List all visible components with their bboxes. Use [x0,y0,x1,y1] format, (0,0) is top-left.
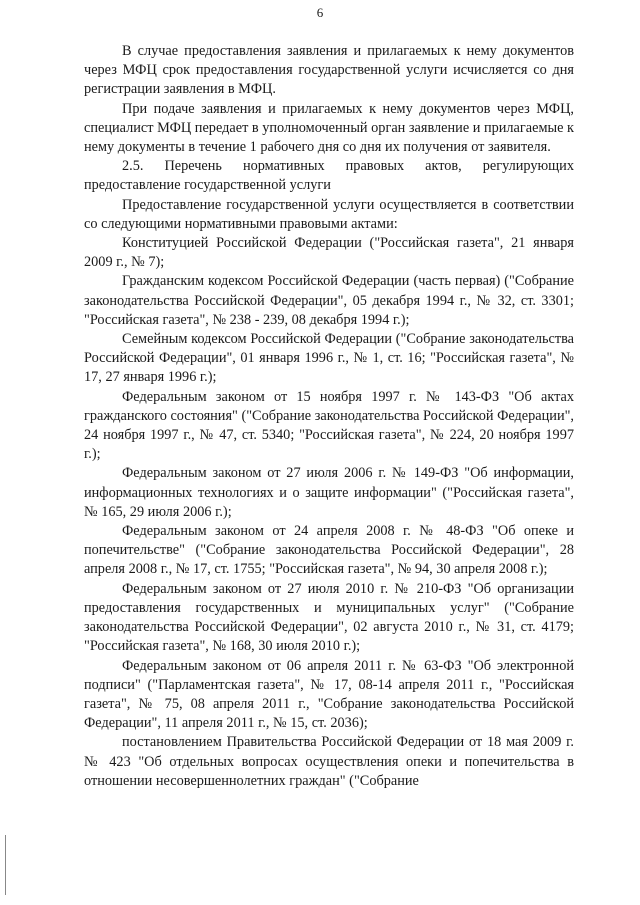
list-item-law-210: Федеральным законом от 27 июля 2010 г. № 210-ФЗ "Об организации предоставления государственных и муниципальных услуг" ("Собрание законодательства Российской Федерации", 02 августа 2010 г., № 31, ст. 4179; "Российская газета", № 168, 30 июля 2010 г.); [84,580,574,655]
list-item-law-63: Федеральным законом от 06 апреля 2011 г. № 63-ФЗ "Об электронной подписи" ("Парламентская газета", № 17, 08-14 апреля 2011 г., "Российская газета", № 75, 08 апреля 2011 г., "Собрание законодательства Российской Федерации", 11 апреля 2011 г., № 15, ст. 2036); [84,657,574,732]
paragraph-mfc-term: В случае предоставления заявления и прилагаемых к нему документов через МФЦ срок предоставления государственной услуги исчисляется со дня регистрации заявления в МФЦ. [84,43,574,98]
list-item-civil-code: Гражданским кодексом Российской Федерации (часть первая) ("Собрание законодательства Российской Федерации", 05 декабря 1994 г., № 32, ст. 3301; "Российская газета", № 238 - 239, 08 декабря 1994 г.); [84,273,574,328]
list-item-resolution-423: постановлением Правительства Российской Федерации от 18 мая 2009 г. № 423 "Об отдельных вопросах осуществления опеки и попечительства в отношении несовершеннолетних граждан" ("Собрание [84,734,574,789]
list-item-law-48: Федеральным законом от 24 апреля 2008 г. № 48-ФЗ "Об опеке и попечительстве" ("Собрание законодательства Российской Федерации", 28 апреля 2008 г., № 17, ст. 1755; "Российская газета", № 94, 30 апреля 2008 г.); [84,523,574,578]
paragraph-mfc-transfer: При подаче заявления и прилагаемых к нему документов через МФЦ, специалист МФЦ передает в уполномоченный орган заявление и прилагаемые к нему документы в течение 1 рабочего дня со дня их получения от заявителя. [84,100,574,156]
section-title: 2.5. Перечень нормативных правовых актов, регулирующих предоставление государственной услуги [84,158,574,194]
page-number: 6 [316,5,324,20]
list-item-family-code: Семейным кодексом Российской Федерации ("Собрание законодательства Российской Федерации", 01 января 1996 г., № 1, ст. 16; "Российская газета", № 17, 27 января 1996 г.); [84,331,574,386]
list-item-law-143: Федеральным законом от 15 ноября 1997 г. № 143-ФЗ "Об актах гражданского состояния" ("Собрание законодательства Российской Федерации", 24 ноября 1997 г., № 47, ст. 5340; "Российская газета", № 224, 20 ноября 1997 г.); [84,388,575,463]
document-body [84,42,574,791]
scan-edge-line [5,835,6,895]
paragraph-intro: Предоставление государственной услуги осуществляется в соответствии со следующими нормативными правовыми актами: [84,196,574,232]
list-item-constitution: Конституцией Российской Федерации ("Российская газета", 21 января 2009 г., № 7); [84,235,574,271]
list-item-law-149: Федеральным законом от 27 июля 2006 г. № 149-ФЗ "Об информации, информационных технологиях и о защите информации" ("Российская газета", № 165, 29 июля 2006 г.); [84,465,574,520]
